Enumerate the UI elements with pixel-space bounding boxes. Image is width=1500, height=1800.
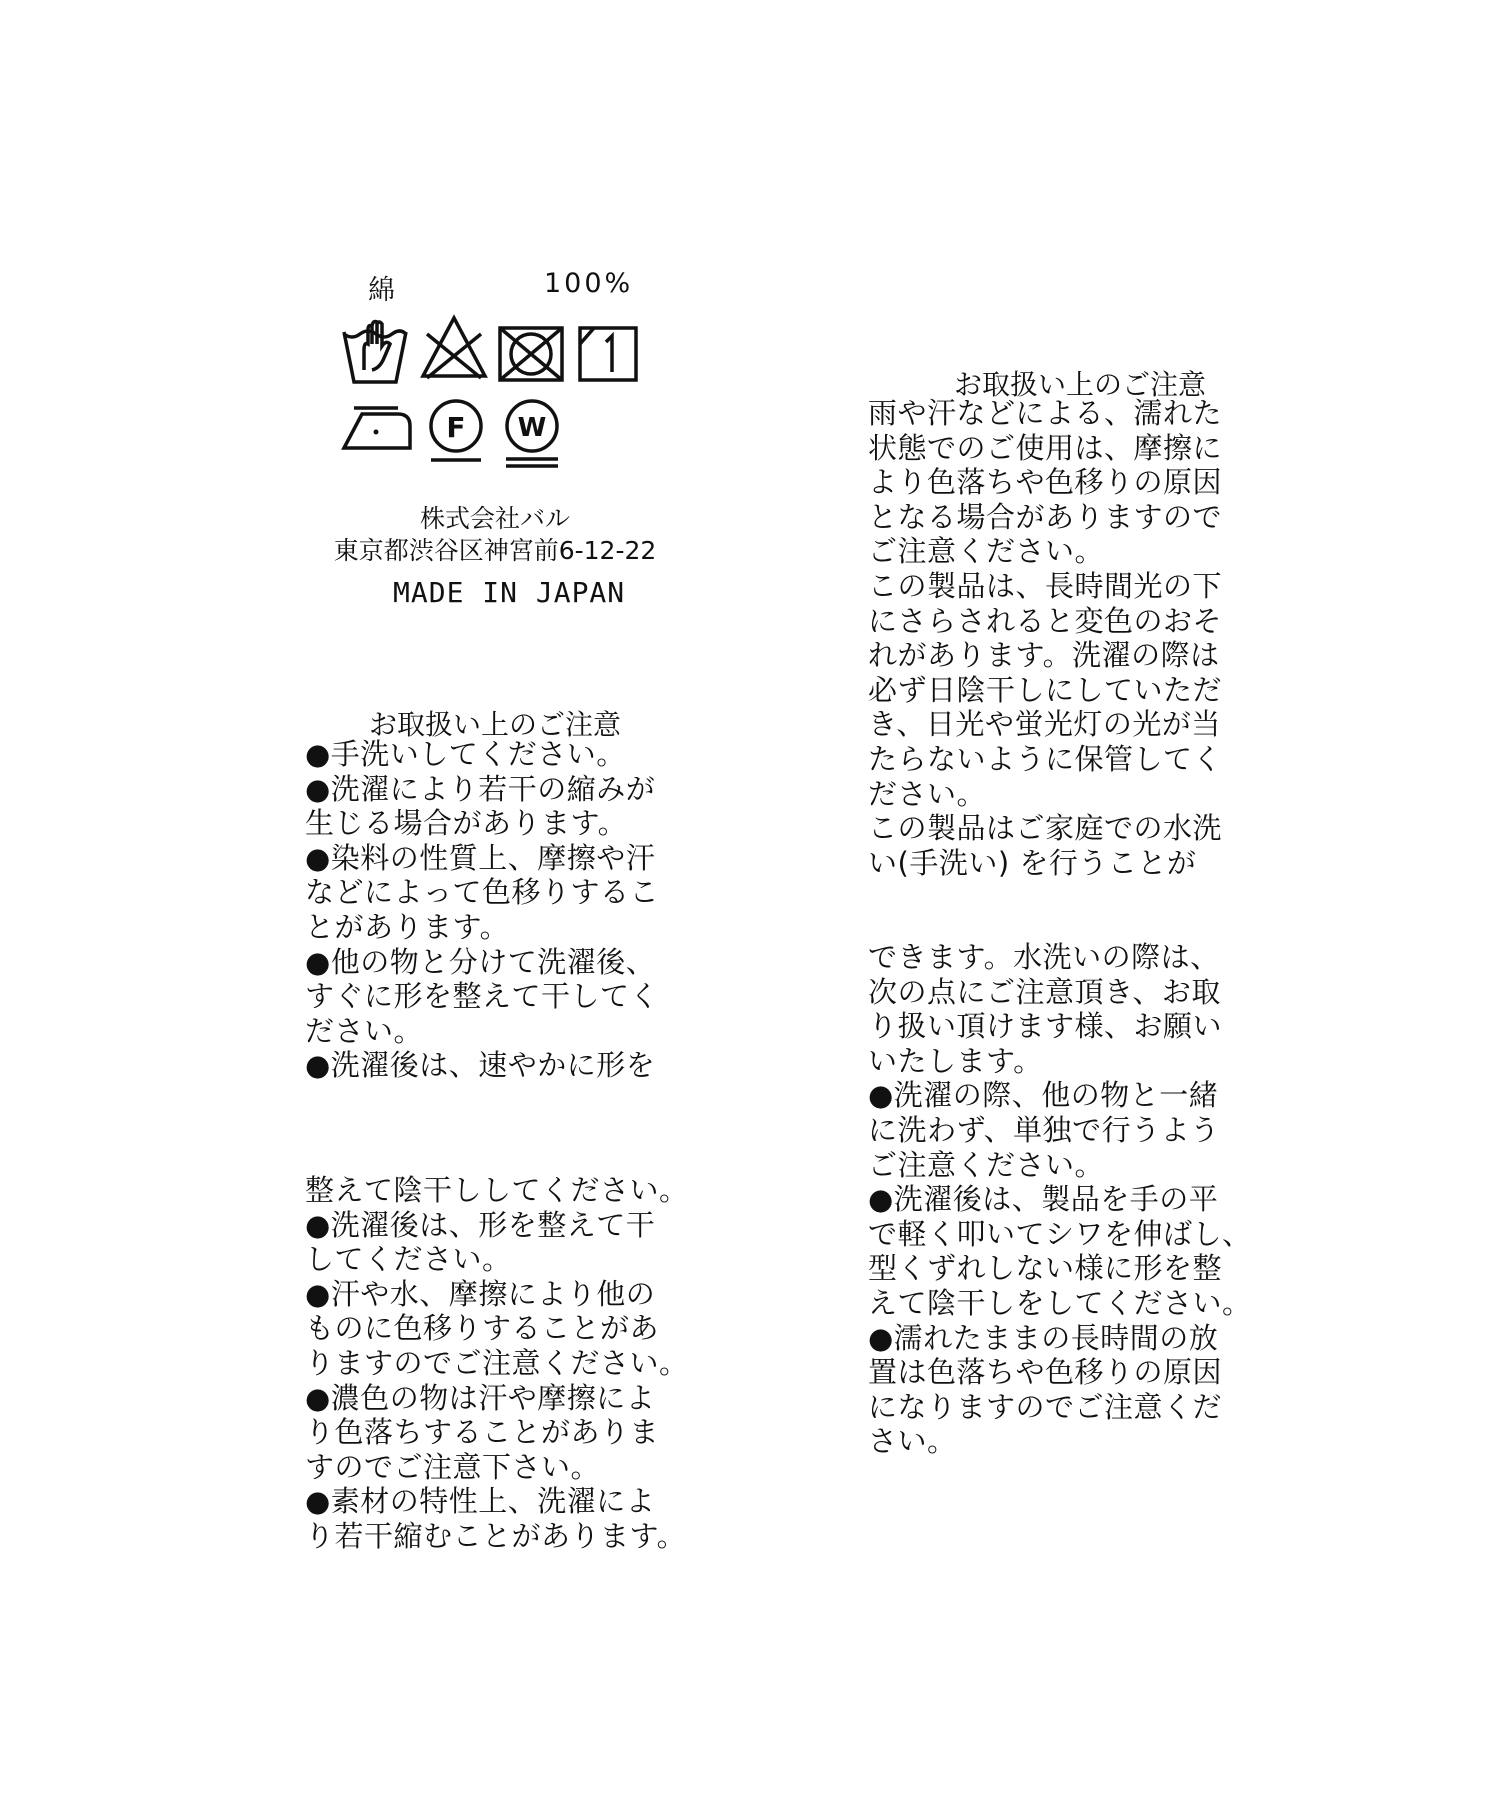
notice-line: ださい。 <box>305 1013 424 1048</box>
dry-clean-f-icon <box>425 398 487 464</box>
notice-line: 次の点にご注意頂き、お取 <box>868 974 1221 1009</box>
notice-line: ●洗濯後は、製品を手の平 <box>868 1182 1219 1217</box>
notice-line: たらないように保管してく <box>868 741 1223 776</box>
dry-clean-letter: F <box>446 411 466 444</box>
left-notice-block-1 <box>305 737 659 1083</box>
notice-line: さい。 <box>868 1424 957 1459</box>
notice-line: ●濃色の物は汗や摩擦によ <box>305 1380 656 1415</box>
fiber-name: 綿 <box>368 275 395 306</box>
notice-line: えて陰干しをしてください。 <box>868 1285 1252 1320</box>
notice-line: ●素材の特性上、洗濯によ <box>305 1484 656 1519</box>
notice-line: ●手洗いしてください。 <box>305 737 626 771</box>
left-notice-block-2 <box>305 1173 689 1554</box>
notice-line: 雨や汗などによる、濡れた <box>868 396 1223 430</box>
notice-line: ●洗濯により若干の縮みが <box>305 771 656 806</box>
notice-line: 必ず日陰干しにしていただ <box>868 672 1223 707</box>
company-name: 株式会社バル <box>419 504 570 533</box>
notice-line: とがあります。 <box>305 909 510 944</box>
notice-line: などによって色移りするこ <box>305 875 660 910</box>
notice-line: この製品はご家庭での水洗 <box>868 811 1223 846</box>
origin-label: MADE IN JAPAN <box>393 576 626 609</box>
notice-line: き、日光や蛍光灯の光が当 <box>868 707 1221 742</box>
notice-line: ご注意ください。 <box>868 534 1105 569</box>
notice-line: 整えて陰干ししてください。 <box>305 1173 689 1207</box>
notice-line: り扱い頂けます様、お願い <box>868 1009 1223 1044</box>
notice-line: ●洗濯後は、形を整えて干 <box>305 1207 656 1242</box>
left-notice-heading: お取扱い上のご注意 <box>368 708 621 741</box>
notice-line: ●汗や水、摩擦により他の <box>305 1276 656 1311</box>
notice-line: にさらされると変色のおそ <box>868 603 1223 638</box>
notice-line: ださい。 <box>868 776 987 811</box>
notice-line: に洗わず、単独で行うよう <box>868 1112 1220 1147</box>
notice-line: 生じる場合があります。 <box>305 806 628 841</box>
notice-line: ●洗濯後は、速やかに形を <box>305 1048 656 1083</box>
notice-line: 型くずれしない様に形を整 <box>868 1251 1223 1286</box>
notice-line: ものに色移りすることがあ <box>305 1311 660 1346</box>
notice-line: ●他の物と分けて洗濯後、 <box>305 944 656 979</box>
right-notice-heading: お取扱い上のご注意 <box>953 368 1206 401</box>
notice-line: れがあります。洗濯の際は <box>868 638 1220 673</box>
notice-line: い(手洗い) を行うことが <box>868 845 1197 880</box>
notice-line: できます。水洗いの際は、 <box>868 940 1220 974</box>
notice-line: 置は色落ちや色移りの原因 <box>868 1355 1223 1390</box>
notice-line: ●洗濯の際、他の物と一緒 <box>868 1078 1219 1113</box>
notice-line: り若干縮むことがあります。 <box>305 1518 687 1553</box>
notice-line: ●濡れたままの長時間の放 <box>868 1320 1219 1355</box>
no-tumble-dry-icon <box>498 326 564 382</box>
company-block <box>305 503 685 567</box>
no-bleach-icon <box>419 314 489 380</box>
hand-wash-icon <box>342 310 408 386</box>
right-notice-block-1 <box>868 396 1222 880</box>
notice-line: となる場合がありますので <box>868 499 1223 534</box>
fiber-percent: 100% <box>544 268 634 299</box>
notice-line: で軽く叩いてシワを伸ばし、 <box>868 1216 1252 1251</box>
wet-clean-letter: W <box>517 413 547 443</box>
notice-line: すのでご注意下さい。 <box>305 1449 601 1484</box>
notice-line: より色落ちや色移りの原因 <box>868 465 1223 500</box>
line-dry-shade-icon <box>578 326 638 382</box>
wet-clean-w-icon <box>500 398 564 470</box>
company-address: 東京都渋谷区神宮前6-12-22 <box>333 536 657 565</box>
notice-line: いたします。 <box>868 1043 1043 1078</box>
notice-line: 状態でのご使用は、摩擦に <box>868 430 1223 465</box>
notice-line: りますのでご注意ください。 <box>305 1345 689 1380</box>
notice-line: ご注意ください。 <box>868 1147 1105 1182</box>
notice-line: ●染料の性質上、摩擦や汗 <box>305 840 656 875</box>
notice-line: してください。 <box>305 1242 512 1277</box>
notice-line: り色落ちすることがありま <box>305 1415 660 1450</box>
notice-line: になりますのでご注意くだ <box>868 1389 1223 1424</box>
iron-low-icon <box>340 402 414 452</box>
notice-line: この製品は、長時間光の下 <box>868 568 1223 603</box>
right-notice-block-2 <box>868 940 1252 1459</box>
notice-line: すぐに形を整えて干してく <box>305 979 660 1014</box>
